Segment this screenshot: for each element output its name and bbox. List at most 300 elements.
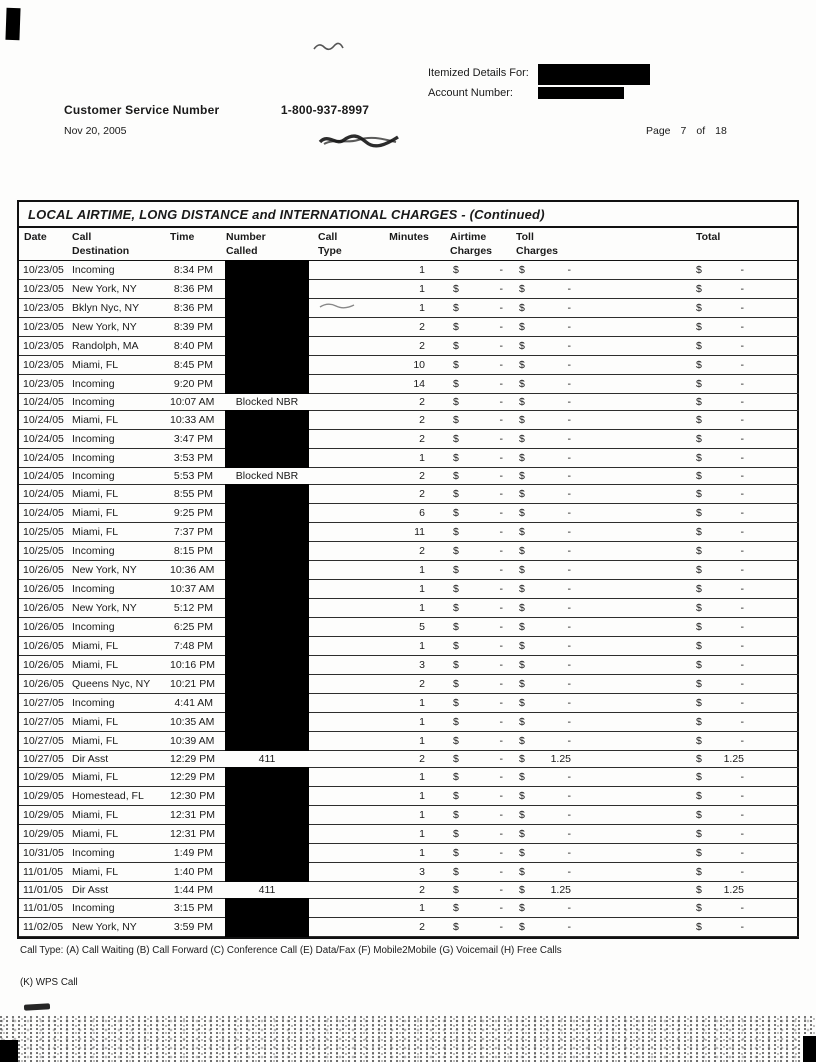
cell-toll-charges bbox=[511, 732, 579, 751]
call-type-legend: Call Type: (A) Call Waiting (B) Call Forward (C) Conference Call (E) Data/Fax (F) Mobile2Mobile (G) Voicemail (H) Free Calls bbox=[20, 945, 562, 956]
redacted-phone-number bbox=[225, 448, 309, 468]
itemized-details-label: Itemized Details For: bbox=[428, 67, 529, 79]
cell-number-called bbox=[221, 523, 313, 542]
amount-value: - bbox=[567, 921, 571, 934]
dollar-sign: $ bbox=[519, 828, 525, 841]
cell-airtime-charges bbox=[445, 637, 511, 656]
amount-value: - bbox=[567, 716, 571, 729]
redacted-phone-number bbox=[225, 786, 309, 806]
cell-call-destination: New York, NY bbox=[67, 599, 165, 618]
cell-date: 10/29/05 bbox=[19, 768, 67, 787]
dollar-sign: $ bbox=[519, 564, 525, 577]
cell-number-called bbox=[221, 299, 313, 318]
cell-spacer bbox=[579, 675, 687, 694]
dollar-sign: $ bbox=[519, 771, 525, 784]
col-header-airtime-charges: Airtime Charges bbox=[445, 228, 511, 261]
dollar-sign: $ bbox=[696, 340, 702, 353]
cell-toll-charges bbox=[511, 713, 579, 732]
cell-toll-charges bbox=[511, 806, 579, 825]
cell-toll-charges bbox=[511, 523, 579, 542]
cell-toll-charges bbox=[511, 299, 579, 318]
cell-number-called bbox=[221, 280, 313, 299]
cell-call-type bbox=[313, 732, 373, 751]
scan-artifact-scribble bbox=[318, 131, 402, 149]
cell-spacer bbox=[579, 411, 687, 430]
cell-call-destination: New York, NY bbox=[67, 918, 165, 937]
charges-table bbox=[17, 200, 799, 939]
dollar-sign: $ bbox=[453, 884, 459, 897]
call-row bbox=[19, 523, 799, 542]
dollar-sign: $ bbox=[696, 735, 702, 748]
amount-value: - bbox=[740, 396, 744, 409]
dollar-sign: $ bbox=[519, 359, 525, 372]
dollar-sign: $ bbox=[696, 302, 702, 315]
cell-number-called bbox=[221, 768, 313, 787]
dollar-sign: $ bbox=[696, 716, 702, 729]
cell-call-type bbox=[313, 356, 373, 375]
dollar-sign: $ bbox=[453, 414, 459, 427]
dollar-sign: $ bbox=[453, 621, 459, 634]
cell-date: 10/23/05 bbox=[19, 261, 67, 280]
cell-spacer bbox=[579, 299, 687, 318]
cell-airtime-charges bbox=[445, 768, 511, 787]
dollar-sign: $ bbox=[453, 847, 459, 860]
redacted-phone-number bbox=[225, 636, 309, 656]
cell-call-destination: Incoming bbox=[67, 542, 165, 561]
cell-airtime-charges bbox=[445, 618, 511, 637]
amount-value: - bbox=[740, 283, 744, 296]
cell-number-called: Blocked NBR bbox=[221, 468, 313, 485]
cell-call-destination: Incoming bbox=[67, 261, 165, 280]
cell-total bbox=[687, 411, 799, 430]
cell-call-type bbox=[313, 523, 373, 542]
cell-airtime-charges bbox=[445, 675, 511, 694]
redacted-phone-number bbox=[225, 674, 309, 694]
dollar-sign: $ bbox=[696, 359, 702, 372]
amount-value: - bbox=[499, 621, 503, 634]
cell-minutes: 5 bbox=[373, 618, 445, 637]
call-row bbox=[19, 411, 799, 430]
amount-value: - bbox=[567, 340, 571, 353]
cell-number-called bbox=[221, 449, 313, 468]
cell-time: 12:31 PM bbox=[165, 806, 221, 825]
dollar-sign: $ bbox=[696, 433, 702, 446]
redacted-phone-number bbox=[225, 767, 309, 787]
cell-date: 10/25/05 bbox=[19, 542, 67, 561]
cell-total bbox=[687, 580, 799, 599]
cell-call-type bbox=[313, 599, 373, 618]
cell-toll-charges bbox=[511, 694, 579, 713]
amount-value: - bbox=[740, 414, 744, 427]
call-row bbox=[19, 504, 799, 523]
redacted-phone-number bbox=[225, 712, 309, 732]
amount-value: - bbox=[567, 264, 571, 277]
cell-minutes: 14 bbox=[373, 375, 445, 394]
cell-spacer bbox=[579, 806, 687, 825]
cell-time: 3:47 PM bbox=[165, 430, 221, 449]
cell-spacer bbox=[579, 561, 687, 580]
amount-value: - bbox=[499, 735, 503, 748]
amount-value: - bbox=[740, 321, 744, 334]
call-row bbox=[19, 899, 799, 918]
cell-time: 8:45 PM bbox=[165, 356, 221, 375]
cell-minutes: 1 bbox=[373, 713, 445, 732]
scan-artifact bbox=[24, 1003, 50, 1010]
cell-time: 9:20 PM bbox=[165, 375, 221, 394]
cell-time: 4:41 AM bbox=[165, 694, 221, 713]
cell-minutes: 2 bbox=[373, 318, 445, 337]
dollar-sign: $ bbox=[519, 902, 525, 915]
amount-value: - bbox=[499, 809, 503, 822]
cell-call-type bbox=[313, 675, 373, 694]
cell-spacer bbox=[579, 542, 687, 561]
col-header-spacer bbox=[579, 228, 687, 261]
redacted-phone-number bbox=[225, 898, 309, 918]
amount-value: - bbox=[740, 583, 744, 596]
amount-value: - bbox=[567, 583, 571, 596]
amount-value: - bbox=[740, 735, 744, 748]
redacted-phone-number bbox=[225, 317, 309, 337]
cell-time: 3:59 PM bbox=[165, 918, 221, 937]
amount-value: - bbox=[567, 545, 571, 558]
amount-value: - bbox=[567, 452, 571, 465]
cell-total bbox=[687, 561, 799, 580]
amount-value: - bbox=[740, 716, 744, 729]
cell-date: 10/23/05 bbox=[19, 299, 67, 318]
redacted-phone-number bbox=[225, 260, 309, 280]
cell-date: 11/01/05 bbox=[19, 863, 67, 882]
cell-time: 12:31 PM bbox=[165, 825, 221, 844]
customer-service-number: 1-800-937-8997 bbox=[280, 103, 370, 117]
page-label: Page bbox=[646, 125, 671, 137]
dollar-sign: $ bbox=[453, 302, 459, 315]
amount-value: - bbox=[499, 678, 503, 691]
dollar-sign: $ bbox=[519, 470, 525, 483]
cell-total bbox=[687, 844, 799, 863]
amount-value: - bbox=[567, 697, 571, 710]
redacted-phone-number bbox=[225, 429, 309, 449]
cell-airtime-charges bbox=[445, 787, 511, 806]
table-title: LOCAL AIRTIME, LONG DISTANCE and INTERNATIONAL CHARGES - (Continued) bbox=[19, 202, 797, 228]
dollar-sign: $ bbox=[696, 507, 702, 520]
cell-time: 7:37 PM bbox=[165, 523, 221, 542]
cell-number-called bbox=[221, 787, 313, 806]
cell-toll-charges bbox=[511, 430, 579, 449]
col-header-minutes: Minutes bbox=[373, 228, 445, 261]
dollar-sign: $ bbox=[519, 884, 525, 897]
cell-spacer bbox=[579, 356, 687, 375]
cell-minutes: 1 bbox=[373, 580, 445, 599]
cell-date: 10/27/05 bbox=[19, 713, 67, 732]
amount-value: - bbox=[567, 302, 571, 315]
cell-call-destination: Incoming bbox=[67, 468, 165, 485]
call-row bbox=[19, 787, 799, 806]
cell-airtime-charges bbox=[445, 656, 511, 675]
cell-date: 10/23/05 bbox=[19, 375, 67, 394]
cell-call-type bbox=[313, 430, 373, 449]
dollar-sign: $ bbox=[519, 396, 525, 409]
cell-minutes: 3 bbox=[373, 863, 445, 882]
call-row bbox=[19, 751, 799, 768]
redacted-phone-number bbox=[225, 355, 309, 375]
redacted-phone-number bbox=[225, 805, 309, 825]
cell-total bbox=[687, 618, 799, 637]
dollar-sign: $ bbox=[696, 545, 702, 558]
dollar-sign: $ bbox=[453, 659, 459, 672]
page-number: 7 bbox=[680, 125, 687, 137]
dollar-sign: $ bbox=[453, 507, 459, 520]
dollar-sign: $ bbox=[696, 902, 702, 915]
page-of-label: of bbox=[696, 125, 706, 137]
cell-spacer bbox=[579, 656, 687, 675]
cell-minutes: 2 bbox=[373, 882, 445, 899]
cell-call-destination: Incoming bbox=[67, 430, 165, 449]
cell-time: 12:29 PM bbox=[165, 751, 221, 768]
amount-value: - bbox=[740, 433, 744, 446]
amount-value: - bbox=[499, 659, 503, 672]
cell-date: 10/24/05 bbox=[19, 430, 67, 449]
page-indicator bbox=[646, 125, 727, 137]
amount-value: - bbox=[499, 396, 503, 409]
call-row bbox=[19, 618, 799, 637]
redacted-customer-name bbox=[538, 64, 650, 85]
amount-value: - bbox=[740, 564, 744, 577]
cell-number-called bbox=[221, 694, 313, 713]
amount-value: 1.25 bbox=[723, 884, 744, 897]
cell-call-destination: Miami, FL bbox=[67, 411, 165, 430]
dollar-sign: $ bbox=[519, 697, 525, 710]
amount-value: - bbox=[499, 414, 503, 427]
cell-call-destination: Incoming bbox=[67, 899, 165, 918]
cell-total bbox=[687, 637, 799, 656]
cell-number-called bbox=[221, 430, 313, 449]
amount-value: 1.25 bbox=[550, 884, 571, 897]
cell-number-called bbox=[221, 485, 313, 504]
cell-toll-charges bbox=[511, 561, 579, 580]
cell-total bbox=[687, 523, 799, 542]
call-row bbox=[19, 637, 799, 656]
cell-call-destination: Dir Asst bbox=[67, 882, 165, 899]
cell-time: 8:34 PM bbox=[165, 261, 221, 280]
amount-value: - bbox=[499, 583, 503, 596]
cell-airtime-charges bbox=[445, 485, 511, 504]
amount-value: - bbox=[740, 264, 744, 277]
cell-total bbox=[687, 504, 799, 523]
dollar-sign: $ bbox=[519, 526, 525, 539]
call-row bbox=[19, 542, 799, 561]
cell-call-type bbox=[313, 918, 373, 937]
cell-minutes: 1 bbox=[373, 449, 445, 468]
cell-call-destination: Miami, FL bbox=[67, 656, 165, 675]
call-row bbox=[19, 261, 799, 280]
col-header-number-called: Number Called bbox=[221, 228, 313, 261]
call-detail-table bbox=[19, 228, 799, 937]
cell-toll-charges bbox=[511, 637, 579, 656]
dollar-sign: $ bbox=[519, 452, 525, 465]
cell-minutes: 1 bbox=[373, 787, 445, 806]
cell-call-destination: Incoming bbox=[67, 375, 165, 394]
redacted-phone-number bbox=[225, 410, 309, 430]
cell-total bbox=[687, 918, 799, 937]
dollar-sign: $ bbox=[696, 828, 702, 841]
amount-value: - bbox=[567, 359, 571, 372]
cell-toll-charges bbox=[511, 599, 579, 618]
cell-time: 9:25 PM bbox=[165, 504, 221, 523]
amount-value: - bbox=[567, 790, 571, 803]
call-row bbox=[19, 449, 799, 468]
cell-date: 10/27/05 bbox=[19, 751, 67, 768]
amount-value: - bbox=[567, 564, 571, 577]
cell-minutes: 1 bbox=[373, 280, 445, 299]
redacted-phone-number bbox=[225, 693, 309, 713]
dollar-sign: $ bbox=[453, 283, 459, 296]
redacted-phone-number bbox=[225, 617, 309, 637]
cell-airtime-charges bbox=[445, 337, 511, 356]
call-row bbox=[19, 732, 799, 751]
amount-value: - bbox=[499, 507, 503, 520]
itemized-details-block bbox=[428, 66, 650, 102]
cell-date: 11/01/05 bbox=[19, 899, 67, 918]
cell-total bbox=[687, 806, 799, 825]
amount-value: - bbox=[499, 640, 503, 653]
cell-minutes: 1 bbox=[373, 732, 445, 751]
cell-airtime-charges bbox=[445, 751, 511, 768]
amount-value: - bbox=[567, 735, 571, 748]
cell-spacer bbox=[579, 637, 687, 656]
cell-minutes: 1 bbox=[373, 299, 445, 318]
dollar-sign: $ bbox=[519, 716, 525, 729]
cell-number-called: 411 bbox=[221, 882, 313, 899]
cell-airtime-charges bbox=[445, 844, 511, 863]
cell-call-type bbox=[313, 637, 373, 656]
cell-call-destination: Miami, FL bbox=[67, 485, 165, 504]
cell-toll-charges bbox=[511, 375, 579, 394]
redacted-phone-number bbox=[225, 503, 309, 523]
amount-value: - bbox=[740, 847, 744, 860]
redacted-phone-number bbox=[225, 862, 309, 882]
cell-date: 10/26/05 bbox=[19, 675, 67, 694]
dollar-sign: $ bbox=[519, 866, 525, 879]
amount-value: - bbox=[740, 921, 744, 934]
cell-time: 1:44 PM bbox=[165, 882, 221, 899]
redacted-phone-number bbox=[225, 279, 309, 299]
cell-spacer bbox=[579, 280, 687, 299]
cell-number-called bbox=[221, 356, 313, 375]
redacted-phone-number bbox=[225, 598, 309, 618]
cell-call-destination: Incoming bbox=[67, 449, 165, 468]
cell-spacer bbox=[579, 618, 687, 637]
amount-value: - bbox=[740, 470, 744, 483]
amount-value: - bbox=[499, 378, 503, 391]
cell-time: 7:48 PM bbox=[165, 637, 221, 656]
cell-time: 10:35 AM bbox=[165, 713, 221, 732]
redacted-phone-number bbox=[225, 541, 309, 561]
dollar-sign: $ bbox=[453, 321, 459, 334]
dollar-sign: $ bbox=[696, 564, 702, 577]
cell-call-type bbox=[313, 825, 373, 844]
customer-service-label: Customer Service Number bbox=[64, 103, 220, 117]
redacted-phone-number bbox=[225, 917, 309, 937]
dollar-sign: $ bbox=[453, 583, 459, 596]
dollar-sign: $ bbox=[453, 378, 459, 391]
cell-spacer bbox=[579, 394, 687, 411]
cell-time: 10:33 AM bbox=[165, 411, 221, 430]
cell-spacer bbox=[579, 882, 687, 899]
cell-call-destination: Incoming bbox=[67, 694, 165, 713]
cell-date: 10/24/05 bbox=[19, 485, 67, 504]
cell-airtime-charges bbox=[445, 806, 511, 825]
dollar-sign: $ bbox=[696, 771, 702, 784]
dollar-sign: $ bbox=[453, 902, 459, 915]
amount-value: - bbox=[740, 902, 744, 915]
cell-time: 8:40 PM bbox=[165, 337, 221, 356]
dollar-sign: $ bbox=[696, 866, 702, 879]
cell-date: 10/26/05 bbox=[19, 580, 67, 599]
cell-total bbox=[687, 299, 799, 318]
cell-spacer bbox=[579, 468, 687, 485]
cell-minutes: 1 bbox=[373, 844, 445, 863]
cell-airtime-charges bbox=[445, 694, 511, 713]
cell-minutes: 2 bbox=[373, 542, 445, 561]
cell-minutes: 2 bbox=[373, 430, 445, 449]
cell-total bbox=[687, 430, 799, 449]
cell-airtime-charges bbox=[445, 713, 511, 732]
cell-toll-charges bbox=[511, 656, 579, 675]
cell-call-destination: Incoming bbox=[67, 580, 165, 599]
cell-total bbox=[687, 713, 799, 732]
cell-spacer bbox=[579, 713, 687, 732]
cell-date: 10/29/05 bbox=[19, 806, 67, 825]
cell-airtime-charges bbox=[445, 504, 511, 523]
cell-spacer bbox=[579, 375, 687, 394]
dollar-sign: $ bbox=[696, 264, 702, 277]
amount-value: - bbox=[499, 753, 503, 766]
dollar-sign: $ bbox=[519, 659, 525, 672]
cell-call-destination: Randolph, MA bbox=[67, 337, 165, 356]
call-row bbox=[19, 468, 799, 485]
cell-date: 11/01/05 bbox=[19, 882, 67, 899]
cell-number-called bbox=[221, 504, 313, 523]
cell-time: 10:36 AM bbox=[165, 561, 221, 580]
redacted-phone-number bbox=[225, 655, 309, 675]
amount-value: - bbox=[740, 866, 744, 879]
cell-call-type bbox=[313, 468, 373, 485]
cell-airtime-charges bbox=[445, 882, 511, 899]
cell-call-type bbox=[313, 899, 373, 918]
cell-call-destination: Incoming bbox=[67, 618, 165, 637]
cell-toll-charges bbox=[511, 918, 579, 937]
cell-call-type bbox=[313, 394, 373, 411]
cell-call-destination: New York, NY bbox=[67, 280, 165, 299]
cell-time: 3:53 PM bbox=[165, 449, 221, 468]
amount-value: - bbox=[567, 847, 571, 860]
cell-minutes: 2 bbox=[373, 468, 445, 485]
dollar-sign: $ bbox=[519, 583, 525, 596]
dollar-sign: $ bbox=[696, 321, 702, 334]
cell-time: 5:12 PM bbox=[165, 599, 221, 618]
cell-call-type bbox=[313, 694, 373, 713]
dollar-sign: $ bbox=[453, 602, 459, 615]
cell-number-called bbox=[221, 261, 313, 280]
cell-date: 10/26/05 bbox=[19, 637, 67, 656]
amount-value: - bbox=[567, 621, 571, 634]
cell-number-called: 411 bbox=[221, 751, 313, 768]
cell-call-type bbox=[313, 751, 373, 768]
cell-number-called bbox=[221, 337, 313, 356]
amount-value: - bbox=[567, 526, 571, 539]
cell-toll-charges bbox=[511, 280, 579, 299]
call-row bbox=[19, 299, 799, 318]
